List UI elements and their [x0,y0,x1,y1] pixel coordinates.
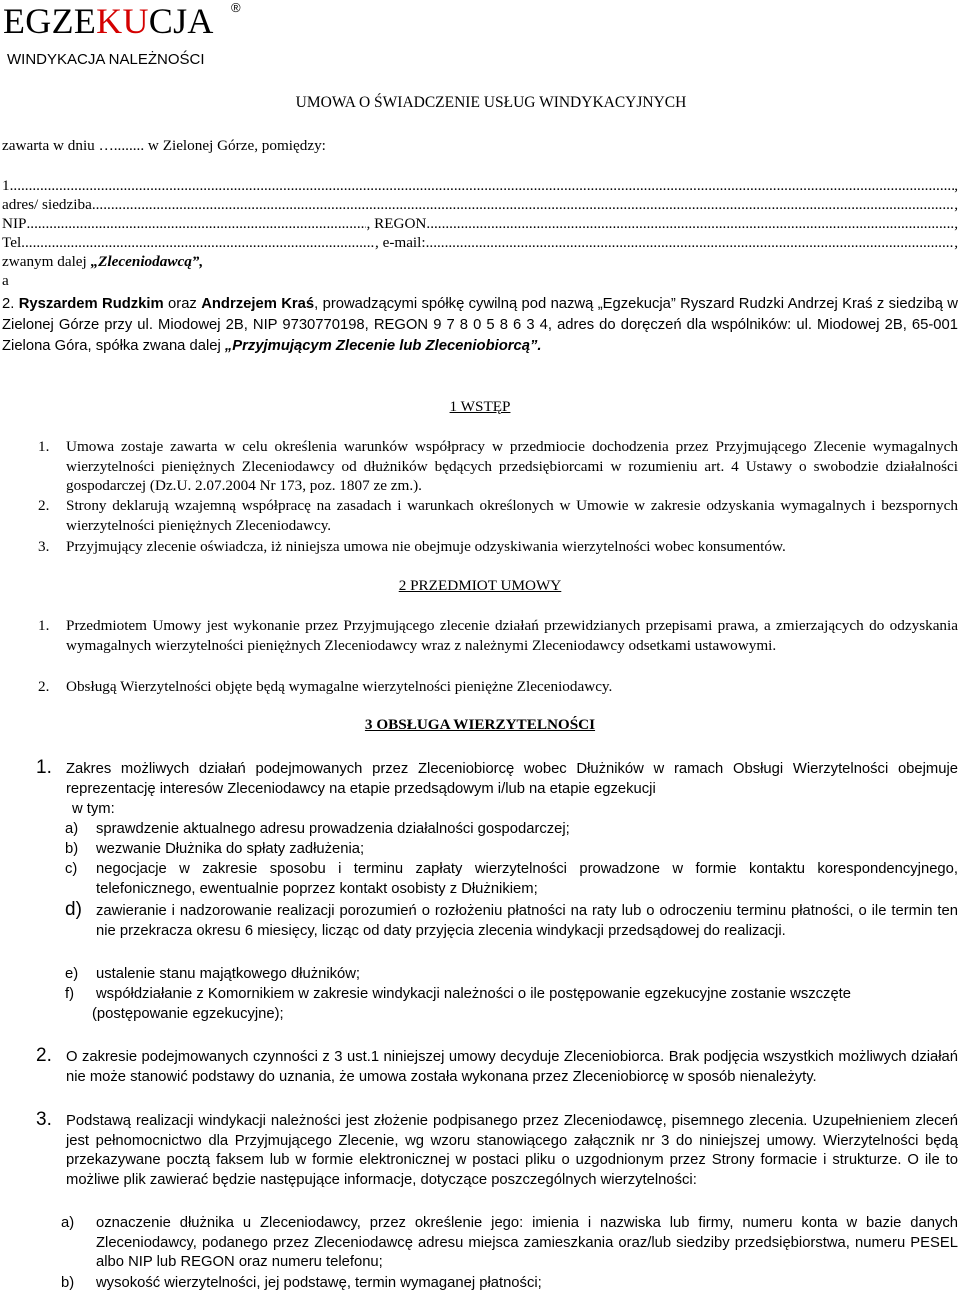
section3-subitem-b [66,840,958,860]
section2-item-1 [30,616,958,655]
party1-line1-label: 1. [2,177,14,194]
item-number: 1. [36,757,52,778]
registered-mark: ® [231,0,241,15]
section2-item-2 [30,677,958,697]
section1-item-1 [30,437,958,496]
section3-subitem-e [66,965,958,985]
subitem-text: negocjacje w zakresie sposobu i terminu zapłaty wierzytelności prowadzone w formie kontaktu korespondencyjnego, telefonicznego, ewentualnie poprzez kontakt osobisty z Dłużnikiem; [96,861,958,897]
subitem-text: zawieranie i nadzorowanie realizacji porozumień o rozłożeniu płatności na raty lub o odroczeniu terminu płatności, o ile termin ten nie przekracza okresu 6 miesięcy, licząc od daty przyjęcia zlecenia windykacji przedsądowej do realizacji. [96,903,958,939]
party1-regon-label: , REGON [366,215,427,232]
item-number: 3. [38,538,50,555]
section3-item-1-tail: w tym: [72,801,115,817]
party2-alias: „Przyjmującym Zlecenie lub Zleceniobiorcą”. [224,338,542,354]
section3-heading [0,715,960,735]
subitem-text: wezwanie Dłużnika do spłaty zadłużenia; [96,841,365,857]
subitem-text: wysokość wierzytelności, jej podstawę, termin wymaganej płatności; [96,1275,542,1291]
subitem-letter: a) [61,1215,75,1231]
party2-name2: Andrzejem Kraś [201,296,315,312]
item-number: 3. [36,1109,52,1130]
party1-alias-name: „Zleceniodawcą”, [90,253,204,270]
logo-text-part3: CJA [148,1,214,41]
item-text: Podstawą realizacji windykacji należności jest złożenie podpisanego przez Zleceniodawcę, pisemnego zlecenia. Uzupełnieniem zleceń jest pełnomocnictwo dla Przyjmującego Zlecenie, wg wzoru stanowiącego załącznik nr 3 do niniejszej umowy. Wierzytelności będą przekazywane pocztą faksem lub w formie elektronicznej w postaci pliku o uzgodnionym przez Strony formacie i strukturze. O ile to możliwe plik zawierać będzie następujące informacje, dotyczące poszczególnych wierzytelności: [66,1113,958,1188]
item-text: Umowa zostaje zawarta w celu określenia warunków współpracy w przedmiocie dochodzenia przez Przyjmującego Zlecenie wymagalnych wierzytelności pieniężnych Zleceniodawcy od dłużników będących przedsiębiorcami w rozumieniu art. 4 Ustawy o swobodzie działalności gospodarczej (Dz.U. 2.07.2004 Nr 173, poz. 1807 ze zm.). [66,438,958,494]
party1-tel-line [2,233,958,253]
section3-subitem-a [66,820,958,840]
dotted-fill [426,233,955,253]
party1-tel-label: Tel. [2,234,25,251]
party1-alias-label: zwanym dalej [2,253,91,270]
dotted-fill [96,195,955,215]
item-number: 1. [38,438,50,455]
item-text: Zakres możliwych działań podejmowanych przez Zleceniobiorcę wobec Dłużników w ramach Obsługi Wierzytelności obejmuje reprezentację interesów Zleceniodawcy na etapie przedsądowym i/lub na etapie egzekucji [66,761,958,797]
logo-wordmark [3,0,214,44]
section3-item-2 [30,1045,958,1087]
party1-tel-end: , [954,234,958,251]
subitem-letter: e) [65,966,79,982]
dotted-fill [13,176,954,196]
subitem-letter: b) [61,1275,75,1291]
item-text: O zakresie podejmowanych czynności z 3 ust.1 niniejszej umowy decyduje Zleceniobiorca. Brak podjęcia wszystkich możliwych działań nie może stanowić podstawy do uznania, że umowa została wykonana przez Zleceniobiorcę w sposób nienależyty. [66,1049,958,1085]
section3-item-3-subitem-a [62,1214,958,1273]
item-text: Obsługą Wierzytelności objęte będą wymagalne wierzytelności pieniężne Zleceniodawcy. [66,678,613,695]
subitem-letter: c) [65,861,78,877]
dotted-fill [426,214,954,234]
item-number: 2. [38,678,50,695]
party1-email-label: , e-mail: [374,234,426,251]
logo-text-part1: EGZE [3,1,97,41]
party1-address-label: adres/ siedziba. [2,196,96,213]
subitem-text: sprawdzenie aktualnego adresu prowadzenia działalności gospodarczej; [96,821,570,837]
intro-line: zawarta w dniu …........ w Zielonej Górze, pomiędzy: [2,137,326,154]
item-number: 2. [38,497,50,514]
section3-item-3 [30,1109,958,1190]
subitem-letter: d) [65,899,82,920]
logo-subtitle: WINDYKACJA NALEŻNOŚCI [7,51,205,68]
section3-subitem-c [66,860,958,899]
section3-subitem-f [66,985,958,1005]
dotted-fill [25,233,375,253]
party2-conj: oraz [163,296,202,312]
party2-num: 2. [2,296,15,312]
section1-item-2 [30,496,958,535]
dotted-fill [26,214,366,234]
party1-nip-label: NIP [2,215,27,232]
item-text: Strony deklarują wzajemną współpracę na zasadach i warunkach określonych w Umowie w zakresie odzyskania wymagalnych i bezspornych wierzytelności pieniężnych Zleceniodawcy. [66,497,958,534]
party2-text: , prowadzącymi spółkę cywilną pod nazwą „Egzekucja” Ryszard Rudzki Andrzej Kraś z siedzibą w Zielonej Górze przy ul. Miodowej 2B, NIP 9730770198, REGON 9 7 8 0 5 8 6 3 4, adres do doręczeń dla wspólników: ul. Miodowej 2B, 65-001 Zielona Góra, spółka zwana dalej [2,296,958,354]
subitem-text: ustalenie stanu majątkowego dłużników; [96,966,361,982]
section2-heading: 2 PRZEDMIOT UMOWY [398,577,562,594]
party1-line1-end: , [954,177,958,194]
section3-subitem-f-tail: (postępowanie egzekucyjne); [92,1006,284,1022]
party1-nip-end: , [954,215,958,232]
item-number: 2. [36,1045,52,1066]
logo-text-part2: KU [96,1,149,41]
party1-address-end: , [954,196,958,213]
company-logo [3,0,241,68]
document-title: UMOWA O ŚWIADCZENIE USŁUG WINDYKACYJNYCH [295,94,687,111]
party1-nip-line [2,214,958,234]
party1-address-line [2,195,958,215]
and-word: a [2,272,9,289]
section3-item-3-subitem-b [62,1274,958,1294]
section3-item-1 [30,757,958,799]
party2-name1: Ryszardem Rudzkim [18,296,164,312]
section3-subitem-d [65,899,958,941]
subitem-text: współdziałanie z Komornikiem w zakresie windykacji należności o ile postępowanie egzekucyjne zostanie wszczęte [96,986,852,1002]
item-text: Przedmiotem Umowy jest wykonanie przez Przyjmującego zlecenie działań przewidzianych przepisami prawa, a zmierzających do odzyskania wymagalnych wierzytelności pieniężnych Zleceniodawcy wraz z należnymi Zleceniodawcy odsetkami ustawowymi. [66,617,958,654]
section1-heading: 1 WSTĘP [449,398,511,415]
party2-paragraph [2,294,958,357]
subitem-letter: f) [65,986,75,1002]
section1-item-3 [30,537,958,557]
subitem-text: oznaczenie dłużnika u Zleceniodawcy, przez określenie jego: imienia i nazwiska lub firmy, numeru konta w bazie danych Zleceniodawcy, podanego przez Zleceniodawcę adresu miejsca zamieszkania oraz/lub siedziby przedsiębiorstwa, numeru PESEL albo NIP lub REGON oraz numeru telefonu; [96,1215,958,1270]
party1-alias [2,252,203,272]
section3-heading-text: 3 OBSŁUGA WIERZYTELNOŚCI [364,716,596,733]
item-number: 1. [38,617,50,634]
subitem-letter: b) [65,841,79,857]
item-text: Przyjmujący zlecenie oświadcza, iż niniejsza umowa nie obejmuje odzyskiwania wierzytelności wobec konsumentów. [66,538,786,555]
subitem-letter: a) [65,821,79,837]
party1-line1 [2,176,958,196]
